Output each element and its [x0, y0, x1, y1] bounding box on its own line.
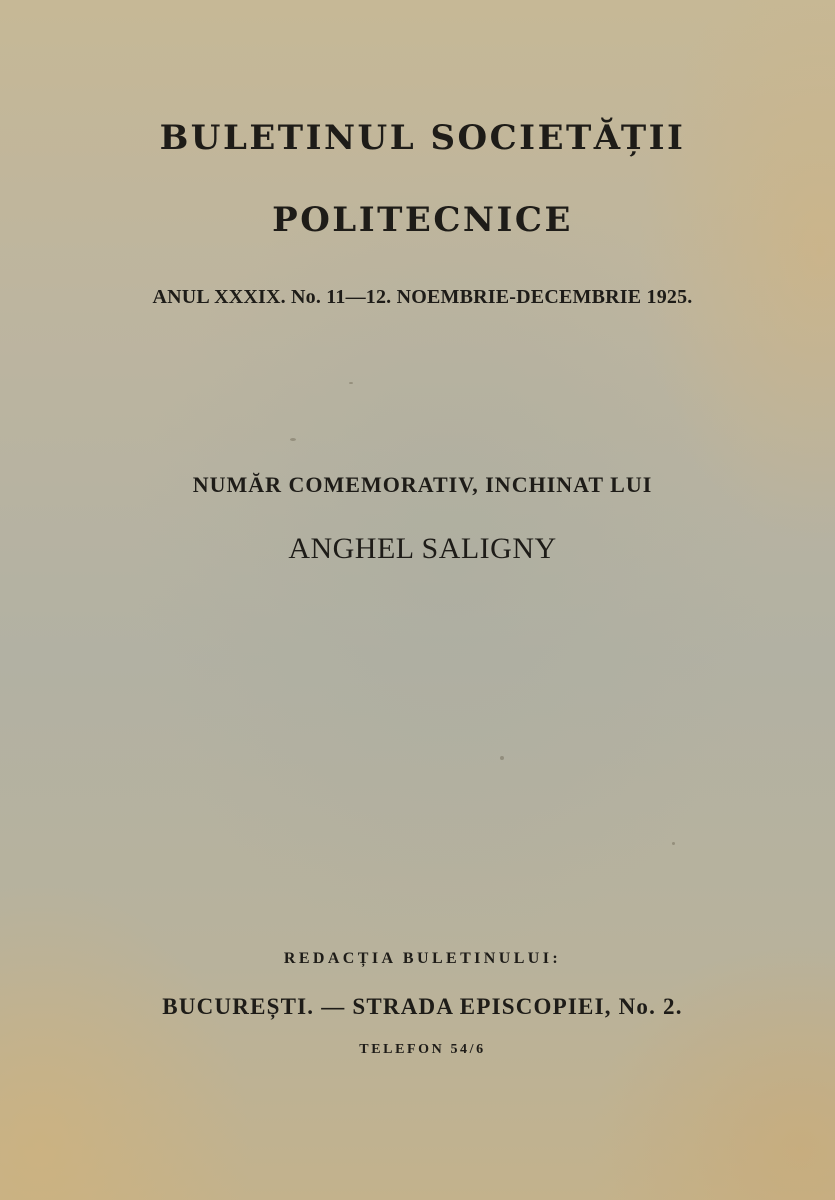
- journal-title-line-2: POLITECNICE: [272, 200, 573, 240]
- ink-speck: [672, 842, 675, 845]
- commemorative-dedication: NUMĂR COMEMORATIV, INCHINAT LUI: [192, 472, 653, 497]
- honoree-name: ANGHEL SALIGNY: [288, 532, 557, 565]
- editorial-office-label: REDACȚIA BULETINULUI:: [283, 950, 562, 967]
- issue-info: ANUL XXXIX. No. 11—12. NOEMBRIE-DECEMBRIE 1925.: [152, 286, 693, 308]
- editorial-address: BUCUREȘTI. — STRADA EPISCOPIEI, No. 2.: [162, 994, 683, 1019]
- journal-title-line-1: BULETINUL SOCIETĂȚII: [159, 118, 686, 158]
- ink-speck: [290, 438, 296, 441]
- ink-speck: [500, 756, 504, 760]
- ink-speck: [349, 382, 353, 384]
- telephone-number: TELEFON 54/6: [359, 1042, 486, 1057]
